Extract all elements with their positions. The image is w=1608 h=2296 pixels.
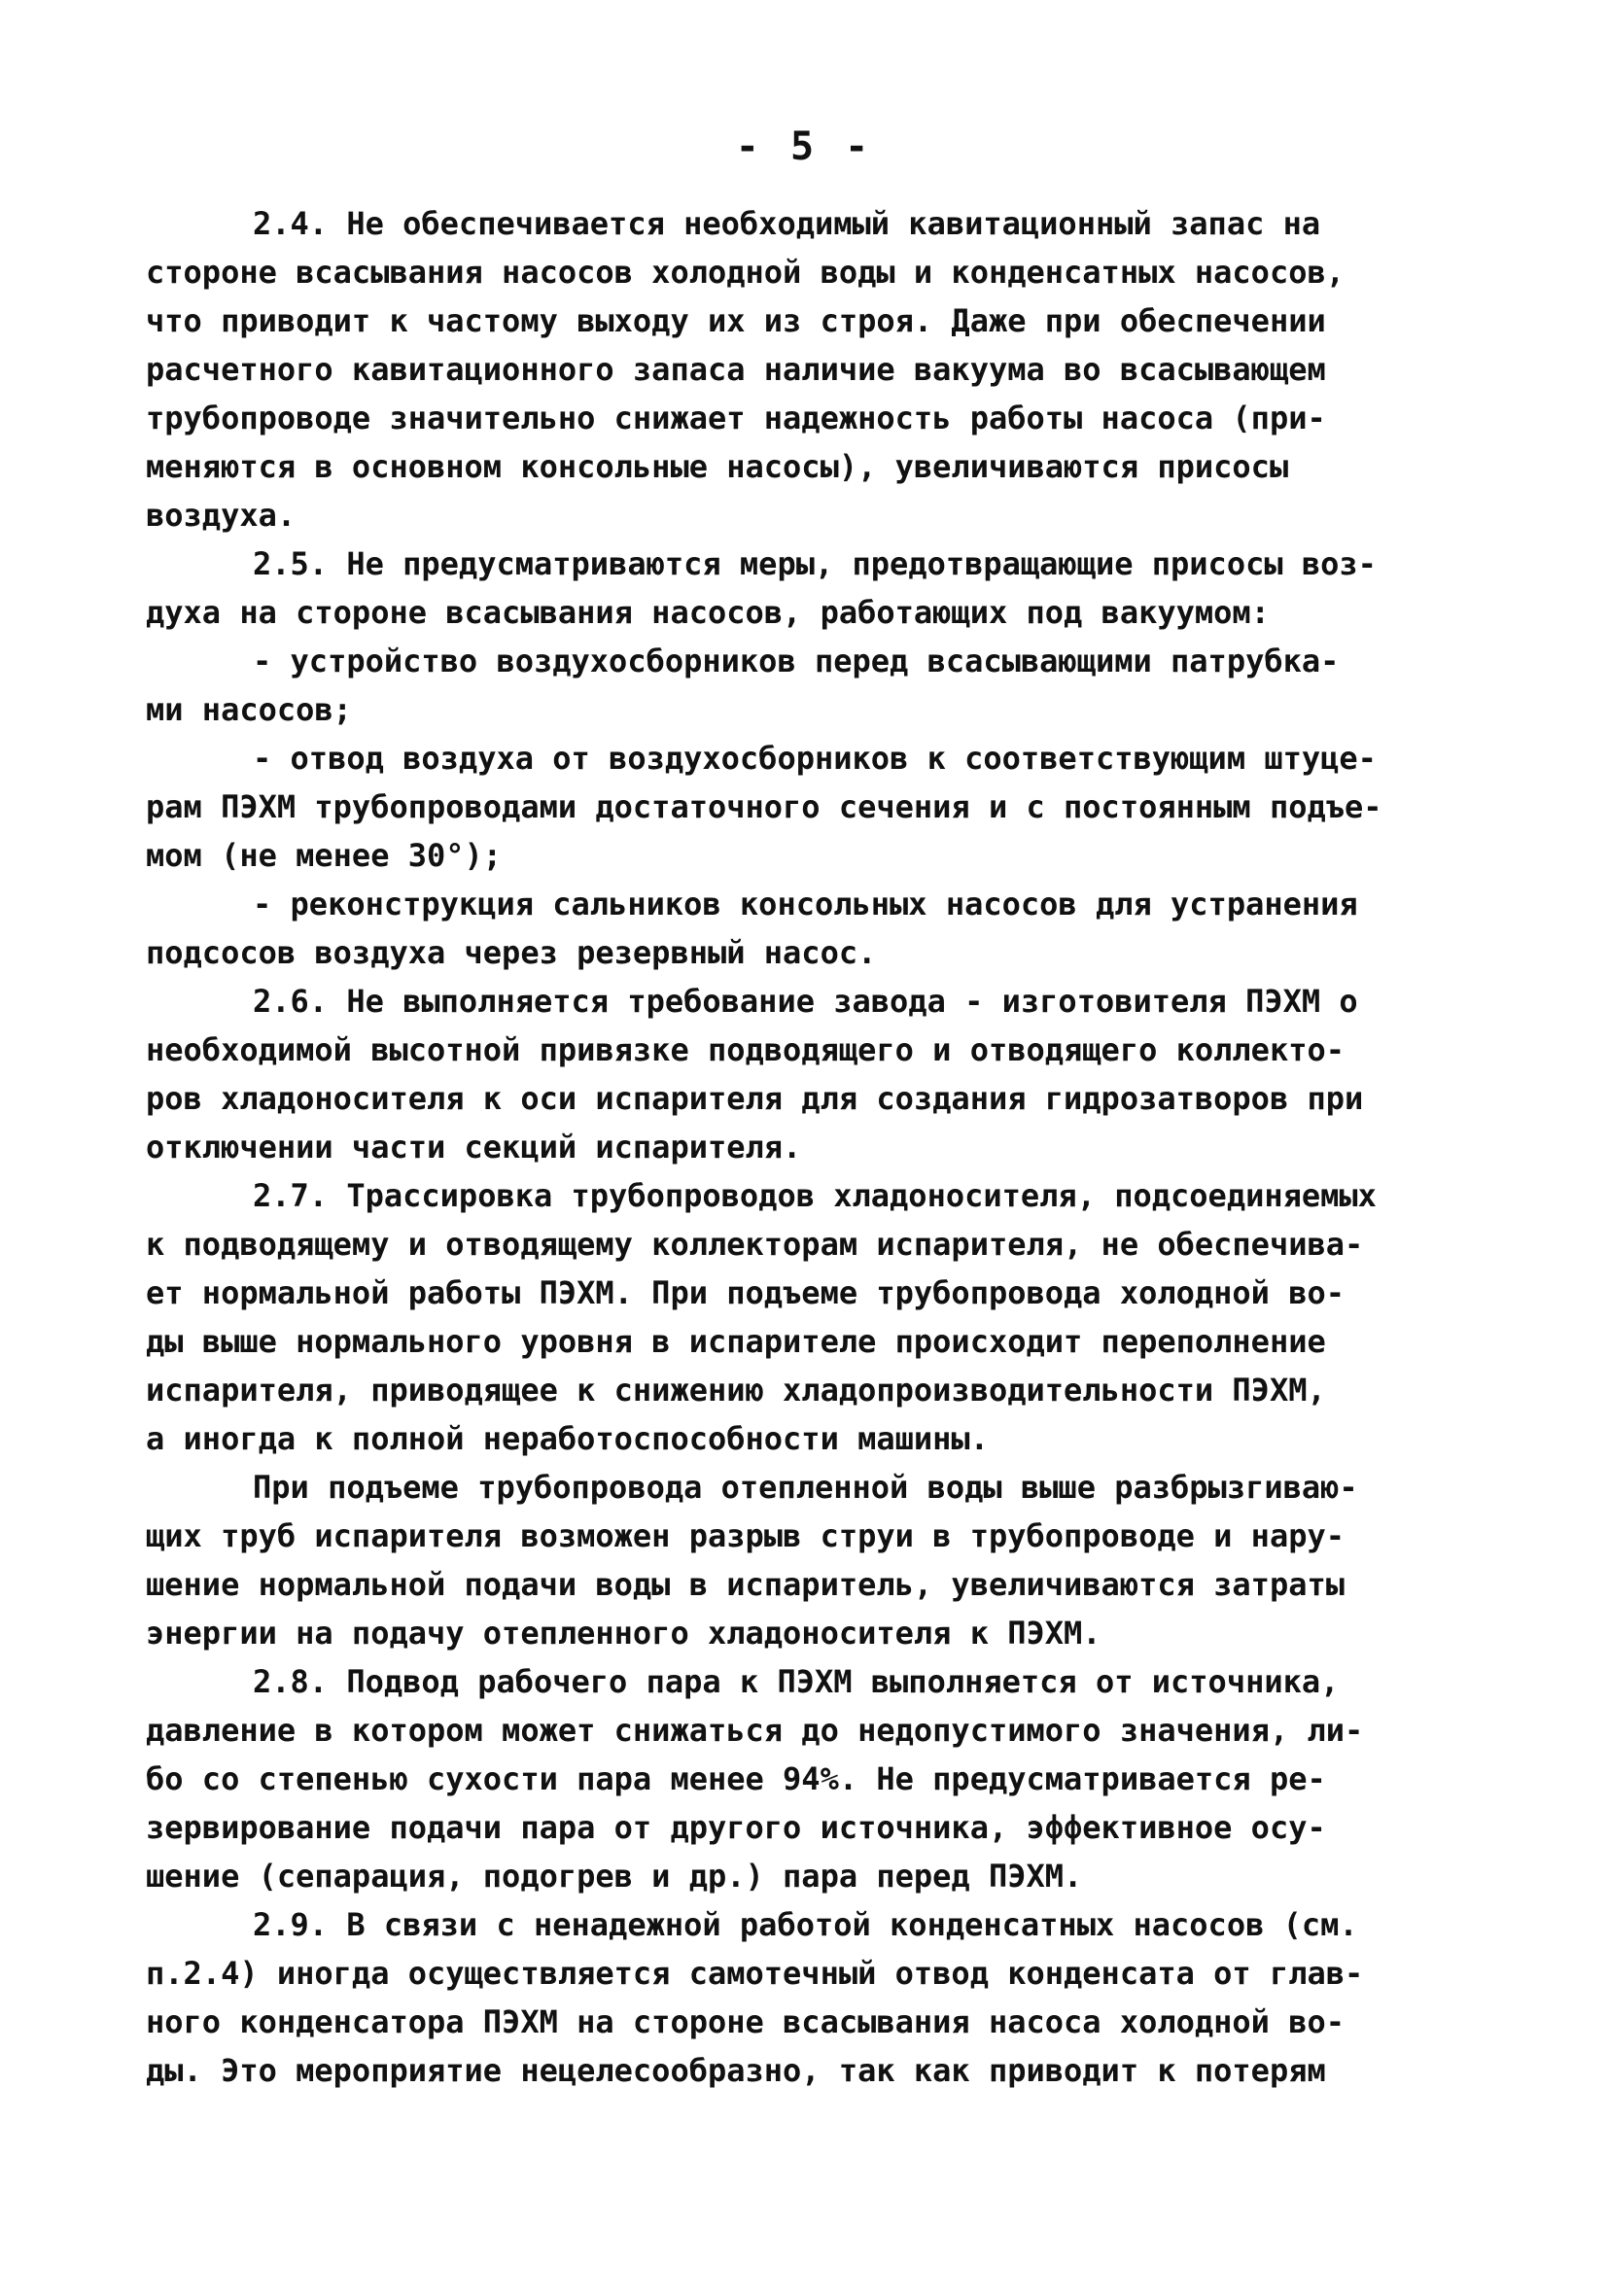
text-line: отключении части секций испарителя. [146, 1129, 802, 1165]
paragraph-2-9 [146, 1900, 1487, 2095]
text-line: к подводящему и отводящему коллекторам испарителя, не обеспечива- [146, 1226, 1364, 1263]
text-line: подсосов воздуха через резервный насос. [146, 934, 877, 971]
list-item-gland-reconstruction [146, 880, 1487, 977]
text-line: мом (не менее 30°); [146, 837, 503, 874]
text-line: ров хладоносителя к оси испарителя для создания гидрозатворов при [146, 1080, 1364, 1117]
text-line: - устройство воздухосборников перед всасывающими патрубка- [253, 643, 1340, 679]
text-line: воздуха. [146, 497, 297, 534]
text-line: - отвод воздуха от воздухосборников к соответствующим штуце- [253, 740, 1377, 777]
text-line: 2.7. Трассировка трубопроводов хладоносителя, подсоединяемых [253, 1177, 1377, 1214]
text-line: ми насосов; [146, 691, 352, 728]
text-line: стороне всасывания насосов холодной воды и конденсатных насосов, [146, 254, 1345, 291]
text-line: зервирование подачи пара от другого источника, эффективное осу- [146, 1809, 1326, 1846]
text-line: испарителя, приводящее к снижению хладопроизводительности ПЭХМ, [146, 1372, 1326, 1409]
text-line: 2.4. Не обеспечивается необходимый кавитационный запас на [253, 205, 1321, 242]
paragraph-2-8 [146, 1657, 1487, 1900]
text-line: необходимой высотной привязке подводящего и отводящего коллекто- [146, 1031, 1345, 1068]
text-line: ды. Это мероприятие нецелесообразно, так как приводит к потерям [146, 2052, 1326, 2089]
text-line: рам ПЭХМ трубопроводами достаточного сечения и с постоянным подъе- [146, 788, 1382, 825]
text-line: 2.9. В связи с ненадежной работой конденсатных насосов (см. [253, 1906, 1358, 1943]
text-line: духа на стороне всасывания насосов, работающих под вакуумом: [146, 594, 1270, 631]
text-line: п.2.4) иногда осуществляется самотечный отвод конденсата от глав- [146, 1955, 1364, 1992]
body-text [146, 199, 1487, 2095]
text-line: меняются в основном консольные насосы), увеличиваются присосы [146, 448, 1289, 485]
text-line: а иногда к полной неработоспособности машины. [146, 1420, 989, 1457]
text-line: ет нормальной работы ПЭХМ. При подъеме трубопровода холодной во- [146, 1274, 1345, 1311]
text-line: ды выше нормального уровня в испарителе происходит переполнение [146, 1323, 1326, 1360]
paragraph-2-6 [146, 977, 1487, 1171]
text-line: расчетного кавитационного запаса наличие вакуума во всасывающем [146, 351, 1326, 388]
text-line: давление в котором может снижаться до недопустимого значения, ли- [146, 1712, 1364, 1749]
page-number: - 5 - [735, 124, 873, 169]
text-line: бо со степенью сухости пара менее 94%. Не предусматривается ре- [146, 1760, 1326, 1797]
text-line: энергии на подачу отепленного хладоносителя к ПЭХМ. [146, 1615, 1101, 1652]
list-item-air-collectors [146, 637, 1487, 734]
text-line: трубопроводе значительно снижает надежность работы насоса (при- [146, 400, 1326, 436]
list-item-air-removal [146, 734, 1487, 880]
text-line: щих труб испарителя возможен разрыв струи в трубопроводе и нару- [146, 1517, 1345, 1554]
paragraph-2-5 [146, 539, 1487, 637]
text-line: ного конденсатора ПЭХМ на стороне всасывания насоса холодной во- [146, 2003, 1345, 2040]
text-line: шение нормальной подачи воды в испаритель, увеличиваются затраты [146, 1566, 1345, 1603]
text-line: что приводит к частому выходу их из строя. Даже при обеспечении [146, 302, 1326, 339]
paragraph-2-7 [146, 1171, 1487, 1463]
text-line: - реконструкция сальников консольных насосов для устранения [253, 886, 1358, 922]
paragraph-2-7-continued [146, 1463, 1487, 1657]
text-line: шение (сепарация, подогрев и др.) пара перед ПЭХМ. [146, 1858, 1083, 1895]
text-line: 2.5. Не предусматриваются меры, предотвращающие присосы воз- [253, 545, 1377, 582]
paragraph-2-4 [146, 199, 1487, 539]
text-line: При подъеме трубопровода отепленной воды выше разбрызгиваю- [253, 1469, 1358, 1506]
text-line: 2.6. Не выполняется требование завода - изготовителя ПЭХМ о [253, 983, 1358, 1020]
text-line: 2.8. Подвод рабочего пара к ПЭХМ выполняется от источника, [253, 1663, 1340, 1700]
